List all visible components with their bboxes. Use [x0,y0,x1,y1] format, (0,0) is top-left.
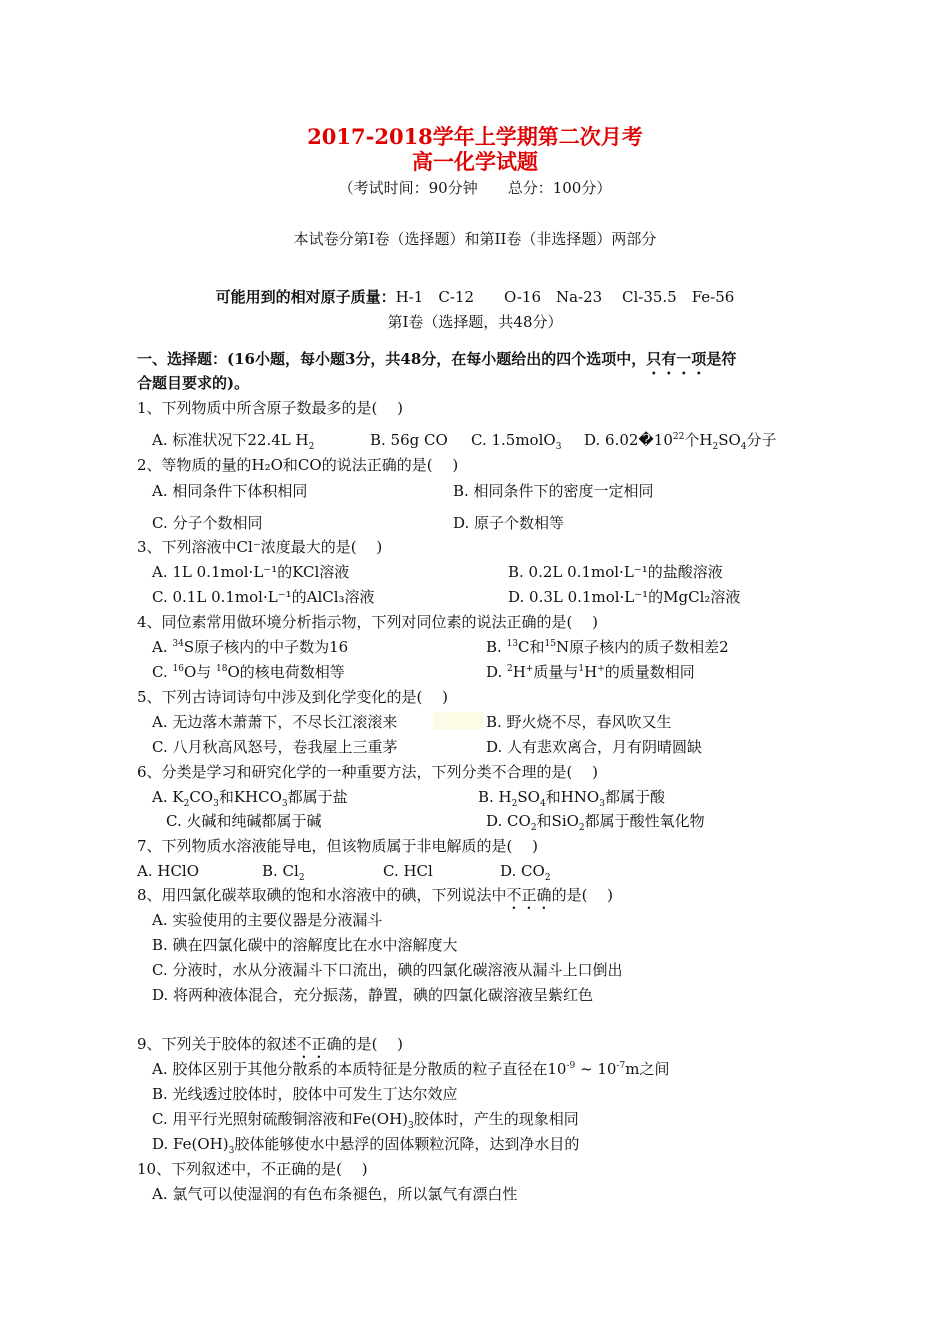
parts-note: 本试卷分第I卷（选择题）和第II卷（非选择题）两部分 [293,230,657,248]
q6-option-a: A. $K_2CO_3$和$KHCO_3$都属于盐 [152,788,348,809]
q4-option-a: A. $^{34}$S原子核内的中子数为16 [152,638,349,656]
q4-option-c: C. $^{16}$O与 $^{18}$O的核电荷数相等 [152,663,345,681]
section-instructions-cont: 合题目要求的)。 [137,374,250,392]
q5-option-d: D. 人有悲欢离合，月有阴晴圆缺 [486,738,703,756]
q3-stem: 3、下列溶液中Cl⁻浓度最大的是( ) [137,538,383,556]
q9-option-b: B. 光线透过胶体时，胶体中可发生丁达尔效应 [152,1085,458,1103]
q2-option-c: C. 分子个数相同 [152,514,263,532]
q5-option-c: C. 八月秋高风怒号，卷我屋上三重茅 [152,738,398,756]
q1-stem: 1、下列物质中所含原子数最多的是( ) [137,399,404,417]
q9-option-c: C. 用平行光照射硫酸铜溶液和$Fe(OH)_3$胶体时，产生的现象相同 [152,1110,579,1131]
q6-option-c: C. 火碱和纯碱都属于碱 [166,812,322,830]
q4-stem: 4、同位素常用做环境分析指示物，下列对同位素的说法正确的是( ) [137,613,599,631]
q2-option-b: B. 相同条件下的密度一定相同 [453,482,654,500]
q7-stem: 7、下列物质水溶液能导电，但该物质属于非电解质的是( ) [137,837,539,855]
q3-option-a: A. 1L 0.1mol·L⁻¹的KCl溶液 [152,563,350,581]
q1-option-c: C. 1.5molO$_3$ [471,431,562,452]
q5-option-b: B. 野火烧不尽，春风吹又生 [486,713,672,731]
section-instructions: 一、选择题：(16小题，每小题3分，共48分，在每小题给出的四个选项中，只有一项是符 [137,350,737,368]
atomic-mass-label: 可能用到的相对原子质量： [215,288,396,306]
q8-stem: 8、用四氯化碳萃取碘的饱和水溶液中的碘，下列说法中不正确的是( ) [137,886,614,904]
q6-stem: 6、分类是学习和研究化学的一种重要方法，下列分类不合理的是( ) [137,763,599,781]
q3-option-b: B. 0.2L 0.1mol·L⁻¹的盐酸溶液 [508,563,723,581]
q8-option-b: B. 碘在四氯化碳中的溶解度比在水中溶解度大 [152,936,458,954]
q6-option-b: B. $H_2SO_4$和$HNO_3$都属于酸 [478,788,665,809]
q7-option-c: C. HCl [383,862,433,880]
q4-option-d: D. $^2$H+质量与$^1$H+的质量数相同 [486,663,695,681]
q2-option-a: A. 相同条件下体积相同 [152,482,308,500]
q8-option-a: A. 实验使用的主要仪器是分液漏斗 [152,911,383,929]
q10-stem: 10、下列叙述中，不正确的是( ) [137,1160,368,1178]
q2-option-d: D. 原子个数相等 [453,514,565,532]
q6-option-d: D. $CO_2$和SiO$_2$都属于酸性氧化物 [486,812,705,833]
q3-option-d: D. 0.3L 0.1mol·L⁻¹的MgCl₂溶液 [508,588,741,606]
q7-option-d: D. $CO_2$ [500,862,551,883]
highlight-mark [433,712,483,730]
q5-option-a: A. 无边落木萧萧下，不尽长江滚滚来 [152,713,398,731]
q7-option-b: B. $Cl_2$ [262,862,305,883]
q1-option-d: D. $6.02�10^{22}$个$H_2SO_4$分子 [584,431,777,452]
q4-option-b: B. $^{13}$C和$^{15}$N原子核内的质子数相差2 [486,638,729,656]
q9-option-a: A. 胶体区别于其他分散系的本质特征是分散质的粒子直径在$10^{-9}$ ~ $10^{-7}m$之间 [152,1060,670,1078]
atomic-mass-line [0,287,950,307]
q1-option-b: B. 56g CO [370,431,448,449]
q2-stem: 2、等物质的量的H₂O和CO的说法正确的是( ) [137,456,459,474]
q9-stem: 9、下列关于胶体的叙述不正确的是( ) [137,1035,404,1053]
q8-option-c: C. 分液时，水从分液漏斗下口流出，碘的四氯化碳溶液从漏斗上口倒出 [152,961,623,979]
q5-stem: 5、下列古诗词诗句中涉及到化学变化的是( ) [137,688,449,706]
atomic-mass-values: H-1 C-12 O-16 Na-23 Cl-35.5 Fe-56 [395,288,735,306]
section1-title: 第I卷（选择题，共48分） [387,313,563,331]
q8-option-d: D. 将两种液体混合，充分振荡，静置，碘的四氯化碳溶液呈紫红色 [152,986,594,1004]
exam-title: 2017-2018学年上学期第二次月考 [307,124,643,149]
q10-option-a: A. 氯气可以使湿润的有色布条褪色，所以氯气有漂白性 [152,1185,518,1203]
exam-info: （考试时间：90分钟 总分：100分） [338,179,612,197]
q3-option-c: C. 0.1L 0.1mol·L⁻¹的AlCl₃溶液 [152,588,375,606]
q9-option-d: D. $Fe(OH)_3$胶体能够使水中悬浮的固体颗粒沉降，达到净水目的 [152,1135,580,1156]
q7-option-a: A. HClO [137,862,200,880]
q1-option-a: A. 标准状况下22.4L $H_2$ [152,431,315,452]
exam-subtitle: 高一化学试题 [412,149,538,174]
